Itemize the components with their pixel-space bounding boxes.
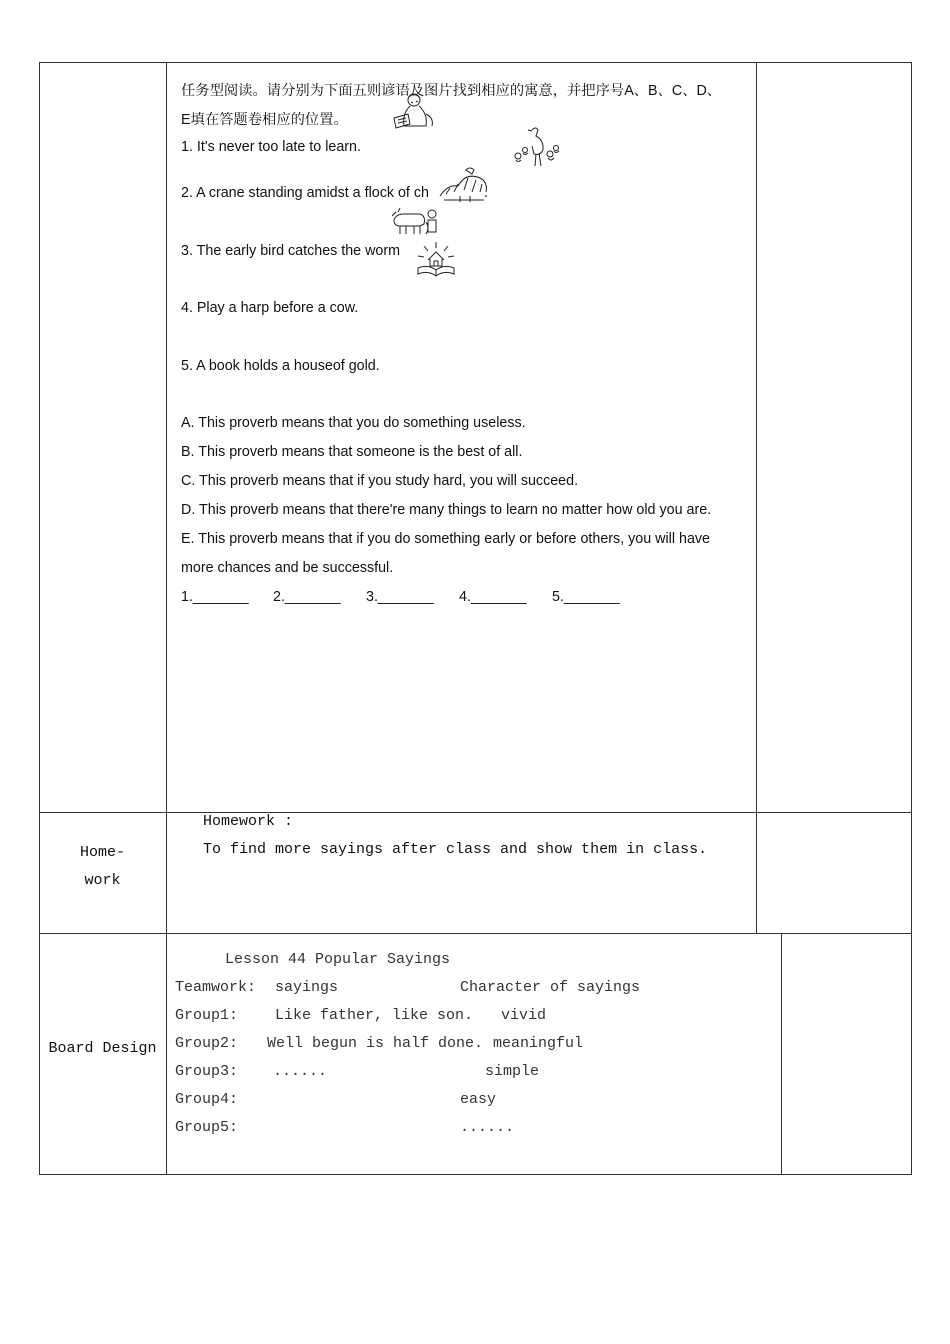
board-row-saying: Like father, like son. bbox=[275, 1007, 474, 1024]
board-row-character: meaningful bbox=[493, 1035, 584, 1052]
meaning-e-cont: more chances and be successful. bbox=[181, 560, 394, 576]
column-divider bbox=[781, 933, 782, 1174]
homework-label-line-1: Home- bbox=[79, 844, 125, 861]
board-row-character: ...... bbox=[460, 1119, 515, 1136]
crane-and-chickens-icon bbox=[510, 126, 562, 168]
board-row-label: Group5: bbox=[175, 1119, 239, 1136]
top-border bbox=[39, 62, 912, 63]
board-design-label: Board Design bbox=[48, 1040, 157, 1057]
homework-heading: Homework : bbox=[203, 813, 294, 830]
bird-in-tree-icon bbox=[436, 166, 492, 204]
proverb-5: 5. A book holds a houseof gold. bbox=[181, 358, 380, 374]
answer-blank-4[interactable]: 4._______ bbox=[459, 589, 527, 605]
board-row-saying: Well begun is half done. bbox=[267, 1035, 484, 1052]
board-row-label: Group3: bbox=[175, 1063, 239, 1080]
answer-blank-5[interactable]: 5._______ bbox=[552, 589, 620, 605]
answer-blank-2[interactable]: 2._______ bbox=[273, 589, 341, 605]
proverb-4: 4. Play a harp before a cow. bbox=[181, 300, 359, 316]
answer-blank-3[interactable]: 3._______ bbox=[366, 589, 434, 605]
lesson-title: Lesson 44 Popular Sayings bbox=[225, 951, 451, 968]
bottom-border bbox=[39, 1174, 912, 1175]
cow-and-musician-icon bbox=[390, 206, 442, 238]
board-row-character: easy bbox=[460, 1091, 497, 1108]
proverb-3: 3. The early bird catches the worm bbox=[181, 243, 401, 259]
answer-blank-1[interactable]: 1._______ bbox=[181, 589, 249, 605]
board-row-character: simple bbox=[485, 1063, 540, 1080]
board-row-label: Teamwork: bbox=[175, 979, 257, 996]
homework-text: To find more sayings after class and show them in class. bbox=[203, 841, 708, 858]
proverb-2-tail: . bbox=[484, 185, 488, 201]
column-divider bbox=[756, 62, 757, 933]
instruction-line-1: 任务型阅读。请分别为下面五则谚语及图片找到相应的寓意，并把序号A、B、C、D、 bbox=[181, 83, 722, 99]
right-border bbox=[911, 62, 912, 1175]
meaning-a: A. This proverb means that you do something useless. bbox=[181, 415, 526, 431]
board-row-saying: sayings bbox=[275, 979, 339, 996]
column-divider bbox=[166, 62, 167, 1175]
board-row-saying: ...... bbox=[273, 1063, 328, 1080]
book-and-house-icon bbox=[414, 240, 458, 278]
board-row-label: Group2: bbox=[175, 1035, 239, 1052]
row-divider bbox=[39, 812, 912, 813]
proverb-2: 2. A crane standing amidst a flock of ch bbox=[181, 185, 429, 201]
meaning-c: C. This proverb means that if you study hard, you will succeed. bbox=[181, 473, 579, 489]
instruction-line-2: E填在答题卷相应的位置。 bbox=[181, 112, 348, 128]
old-man-reading-icon bbox=[388, 92, 438, 132]
board-row-label: Group4: bbox=[175, 1091, 239, 1108]
meaning-e: E. This proverb means that if you do something early or before others, you will have bbox=[181, 531, 710, 547]
board-row-character: vivid bbox=[501, 1007, 547, 1024]
homework-label-line-2: work bbox=[84, 872, 121, 889]
left-border bbox=[39, 62, 40, 1175]
board-row-character: Character of sayings bbox=[460, 979, 641, 996]
board-row-label: Group1: bbox=[175, 1007, 239, 1024]
meaning-d: D. This proverb means that there're many things to learn no matter how old you are. bbox=[181, 502, 712, 518]
proverb-1: 1. It's never too late to learn. bbox=[181, 139, 361, 155]
meaning-b: B. This proverb means that someone is the best of all. bbox=[181, 444, 523, 460]
